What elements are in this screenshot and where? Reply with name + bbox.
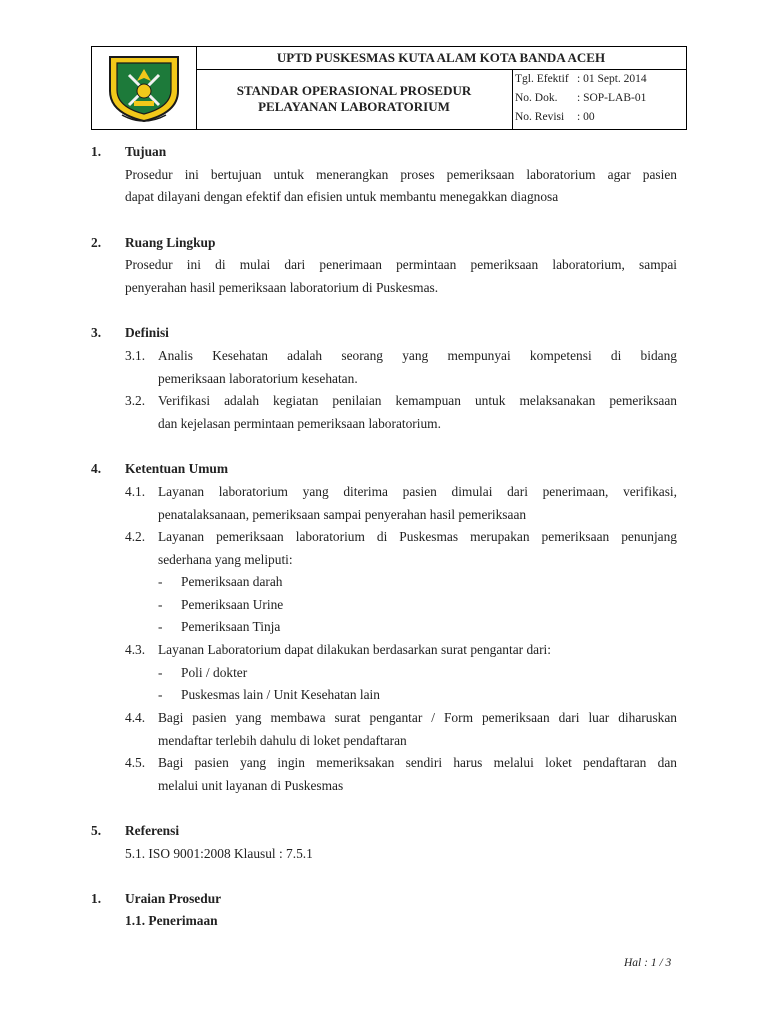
item-text: Layanan pemeriksaan laboratorium di Puskesmas merupakan pemeriksaan penunjang [158, 529, 677, 544]
item-number: 4.1. [125, 484, 146, 499]
item-number: 4.5. [125, 755, 146, 770]
list-item: Poli / dokter [181, 665, 248, 680]
section-title: Definisi [125, 325, 169, 340]
item-number: 4.4. [125, 710, 146, 725]
item-number: 4.3. [125, 642, 146, 657]
institution-name: UPTD PUSKESMAS KUTA ALAM KOTA BANDA ACEH [196, 47, 686, 70]
section-number: 2. [91, 235, 102, 250]
item-text: penatalaksanaan, pemeriksaan sampai penyerahan hasil pemeriksaan [158, 507, 527, 522]
reference-item: 5.1. ISO 9001:2008 Klausul : 7.5.1 [125, 846, 313, 861]
list-item: Pemeriksaan Urine [181, 597, 284, 612]
meta-key: Tgl. Efektif [515, 73, 569, 85]
list-item: Pemeriksaan darah [181, 574, 283, 589]
item-text: Bagi pasien yang membawa surat pengantar / Form pemeriksaan dari luar diharuskan [158, 710, 677, 725]
item-text: sederhana yang meliputi: [158, 552, 293, 567]
document-title-line2: PELAYANAN LABORATORIUM [258, 99, 450, 114]
document-title-line1: STANDAR OPERASIONAL PROSEDUR [236, 83, 472, 98]
paragraph-line: dapat dilayani dengan efektif dan efisien untuk membantu menegakkan diagnosa [125, 189, 559, 204]
list-dash: - [158, 665, 163, 680]
paragraph-line: Prosedur ini bertujuan untuk menerangkan proses pemeriksaan laboratorium agar pasien [125, 167, 677, 182]
section-title: Ketentuan Umum [125, 461, 229, 476]
meta-key: No. Revisi [515, 111, 565, 123]
meta-value: : 00 [577, 111, 595, 123]
item-text: dan kejelasan permintaan pemeriksaan laboratorium. [158, 416, 441, 431]
item-text: mendaftar terlebih dahulu di loket pendaftaran [158, 733, 407, 748]
list-item: Puskesmas lain / Unit Kesehatan lain [181, 687, 380, 702]
meta-row [515, 89, 646, 107]
item-number: 3.1. [125, 348, 146, 363]
item-text: Analis Kesehatan adalah seorang yang mempunyai kompetensi di bidang [158, 348, 677, 363]
item-text: Verifikasi adalah kegiatan penilaian kemampuan untuk melaksanakan pemeriksaan [158, 393, 677, 408]
section-title: Uraian Prosedur [125, 891, 222, 906]
item-text: pemeriksaan laboratorium kesehatan. [158, 371, 358, 386]
paragraph-line: penyerahan hasil pemeriksaan laboratorium di Puskesmas. [125, 280, 439, 295]
meta-row [515, 108, 595, 126]
document-title [196, 69, 513, 129]
meta-row [515, 70, 647, 88]
section-number: 3. [91, 325, 102, 340]
document-meta [513, 69, 686, 129]
meta-key: No. Dok. [515, 92, 558, 104]
meta-value: : SOP-LAB-01 [577, 92, 647, 104]
list-dash: - [158, 574, 163, 589]
list-dash: - [158, 687, 163, 702]
section-number: 4. [91, 461, 102, 476]
list-item: Pemeriksaan Tinja [181, 619, 281, 634]
item-number: 4.2. [125, 529, 146, 544]
item-number: 3.2. [125, 393, 146, 408]
section-number: 5. [91, 823, 102, 838]
item-text: Layanan laboratorium yang diterima pasien dimulai dari penerimaan, verifikasi, [158, 484, 677, 499]
meta-value: : 01 Sept. 2014 [577, 73, 647, 85]
section-number: 1. [91, 144, 102, 159]
item-text: melalui unit layanan di Puskesmas [158, 778, 344, 793]
logo-cell [92, 47, 197, 129]
item-text: Layanan Laboratorium dapat dilakukan berdasarkan surat pengantar dari: [158, 642, 551, 657]
banda-aceh-emblem-icon [104, 51, 184, 125]
section-title: Ruang Lingkup [125, 235, 216, 250]
page-number: Hal : 1 / 3 [624, 957, 672, 969]
section-title: Tujuan [125, 144, 167, 159]
subsection-title: 1.1. Penerimaan [125, 913, 218, 928]
document-header [91, 46, 687, 130]
section-number: 1. [91, 891, 102, 906]
item-text: Bagi pasien yang ingin memeriksakan sendiri harus melalui loket pendaftaran dan [158, 755, 677, 770]
section-title: Referensi [125, 823, 180, 838]
paragraph-line: Prosedur ini di mulai dari penerimaan permintaan pemeriksaan laboratorium, sampai [125, 257, 677, 272]
list-dash: - [158, 597, 163, 612]
list-dash: - [158, 619, 163, 634]
